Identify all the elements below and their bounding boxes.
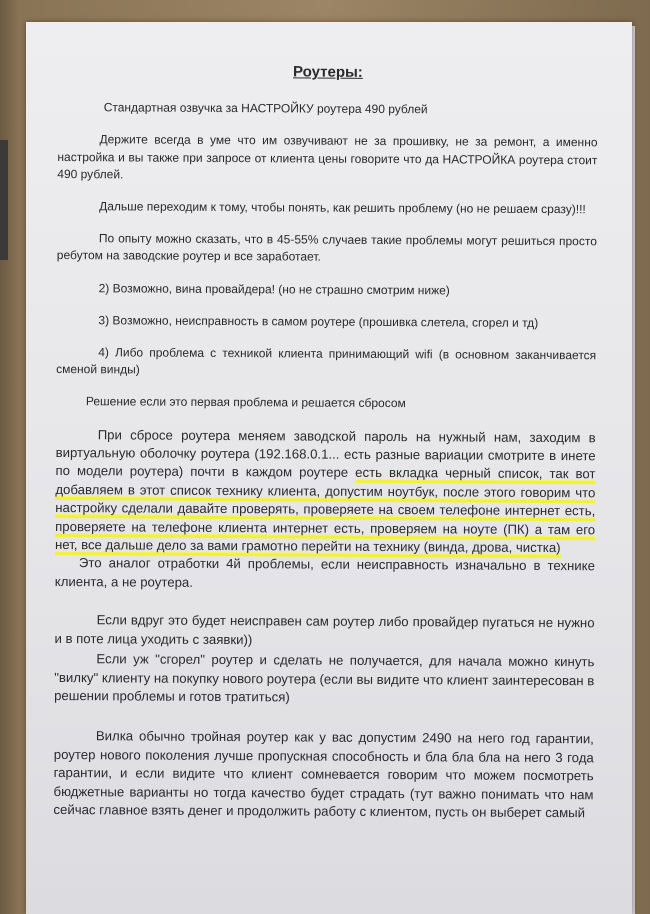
paragraph-item-2: 2) Возможно, вина провайдера! (но не страшно смотрим ниже) <box>98 280 450 298</box>
highlighted-text: есть вкладка черный список, так вот добавляем в этот список технику клиента, допустим ноутбук, после этого говорим что настройку сделали давайте проверять, проверяете на своем телефоне интернет есть, проверяете на телефоне клиента интернет есть, проверяем на ноуте (ПК) а там его нет, все дальше дело за вами грамотно перейти на технику (винда, дрова, чистка) <box>55 465 596 558</box>
paragraph-burned-router: Если уж "сгорел" роутер и сделать не получается, для начала можно кинуть "вилку" клиенту на покупку нового роутера (если вы видите что клиент заинтересован в решении проблемы и готов тратиться) <box>54 651 595 705</box>
paragraph-item-3: 3) Возможно, неисправность в самом роутере (прошивка слетела, сгорел и тд) <box>98 313 539 330</box>
background-object <box>0 140 8 260</box>
document-body <box>53 62 598 838</box>
paragraph-item-4: 4) Либо проблема с техникой клиента принимающий wifi (в основном заканчивается сменой винды) <box>56 345 597 377</box>
paragraph-keep-in-mind: Держите всегда в уме что им озвучивают не за прошивку, не за ремонт, а именно настройка и вы также при запросе от клиента цены говорите что да НАСТРОЙКА роутера стоит 490 рублей. <box>57 132 598 182</box>
paragraph-standard-price: Стандартная озвучка за НАСТРОЙКУ роутера 490 рублей <box>103 100 428 117</box>
paragraph-experience: По опыту можно сказать, что в 45-55% случаев такие проблемы могут решиться просто ребутом на заводские роутер и все заработает. <box>56 231 597 265</box>
paragraph-fork: Вилка обычно тройная роутер как у вас допустим 2490 на него год гарантии, роутер нового поколения лучше пропускная способность и бла бла бла на него 3 года гарантии, и если видите что клиент сомневается говорим что можем посмотреть бюджетные варианты но тогда качество будет страдать (тут важно понимать что нам сейчас главное взять денег и продолжить работу с клиентом, пусть он выберет самый <box>53 728 594 821</box>
paragraph-solution-heading: Решение если это первая проблема и решается сбросом <box>85 394 406 411</box>
paragraph-reset <box>55 426 596 558</box>
paragraph-reset-text: При сбросе роутера меняем заводской пароль на нужный нам, заходим в виртуальную оболочку роутера (192.168.0.1... есть разные вариации смотрите в инете по модели роутера) почти в каждом роутере <box>55 426 596 481</box>
document-title: Роутеры: <box>293 63 363 81</box>
paragraph-if-broken: Если вдруг это будет неисправен сам роутер либо провайдер пугаться не нужно и в поте лица уходить с заявки)) <box>54 612 595 647</box>
paragraph-analog: Это аналог отработки 4й проблемы, если неисправность изначально в технике клиента, а не роутера. <box>54 555 595 590</box>
paragraph-next-step: Дальше переходим к тому, чтобы понять, как решить проблему (но не решаем сразу)!!! <box>99 199 586 217</box>
